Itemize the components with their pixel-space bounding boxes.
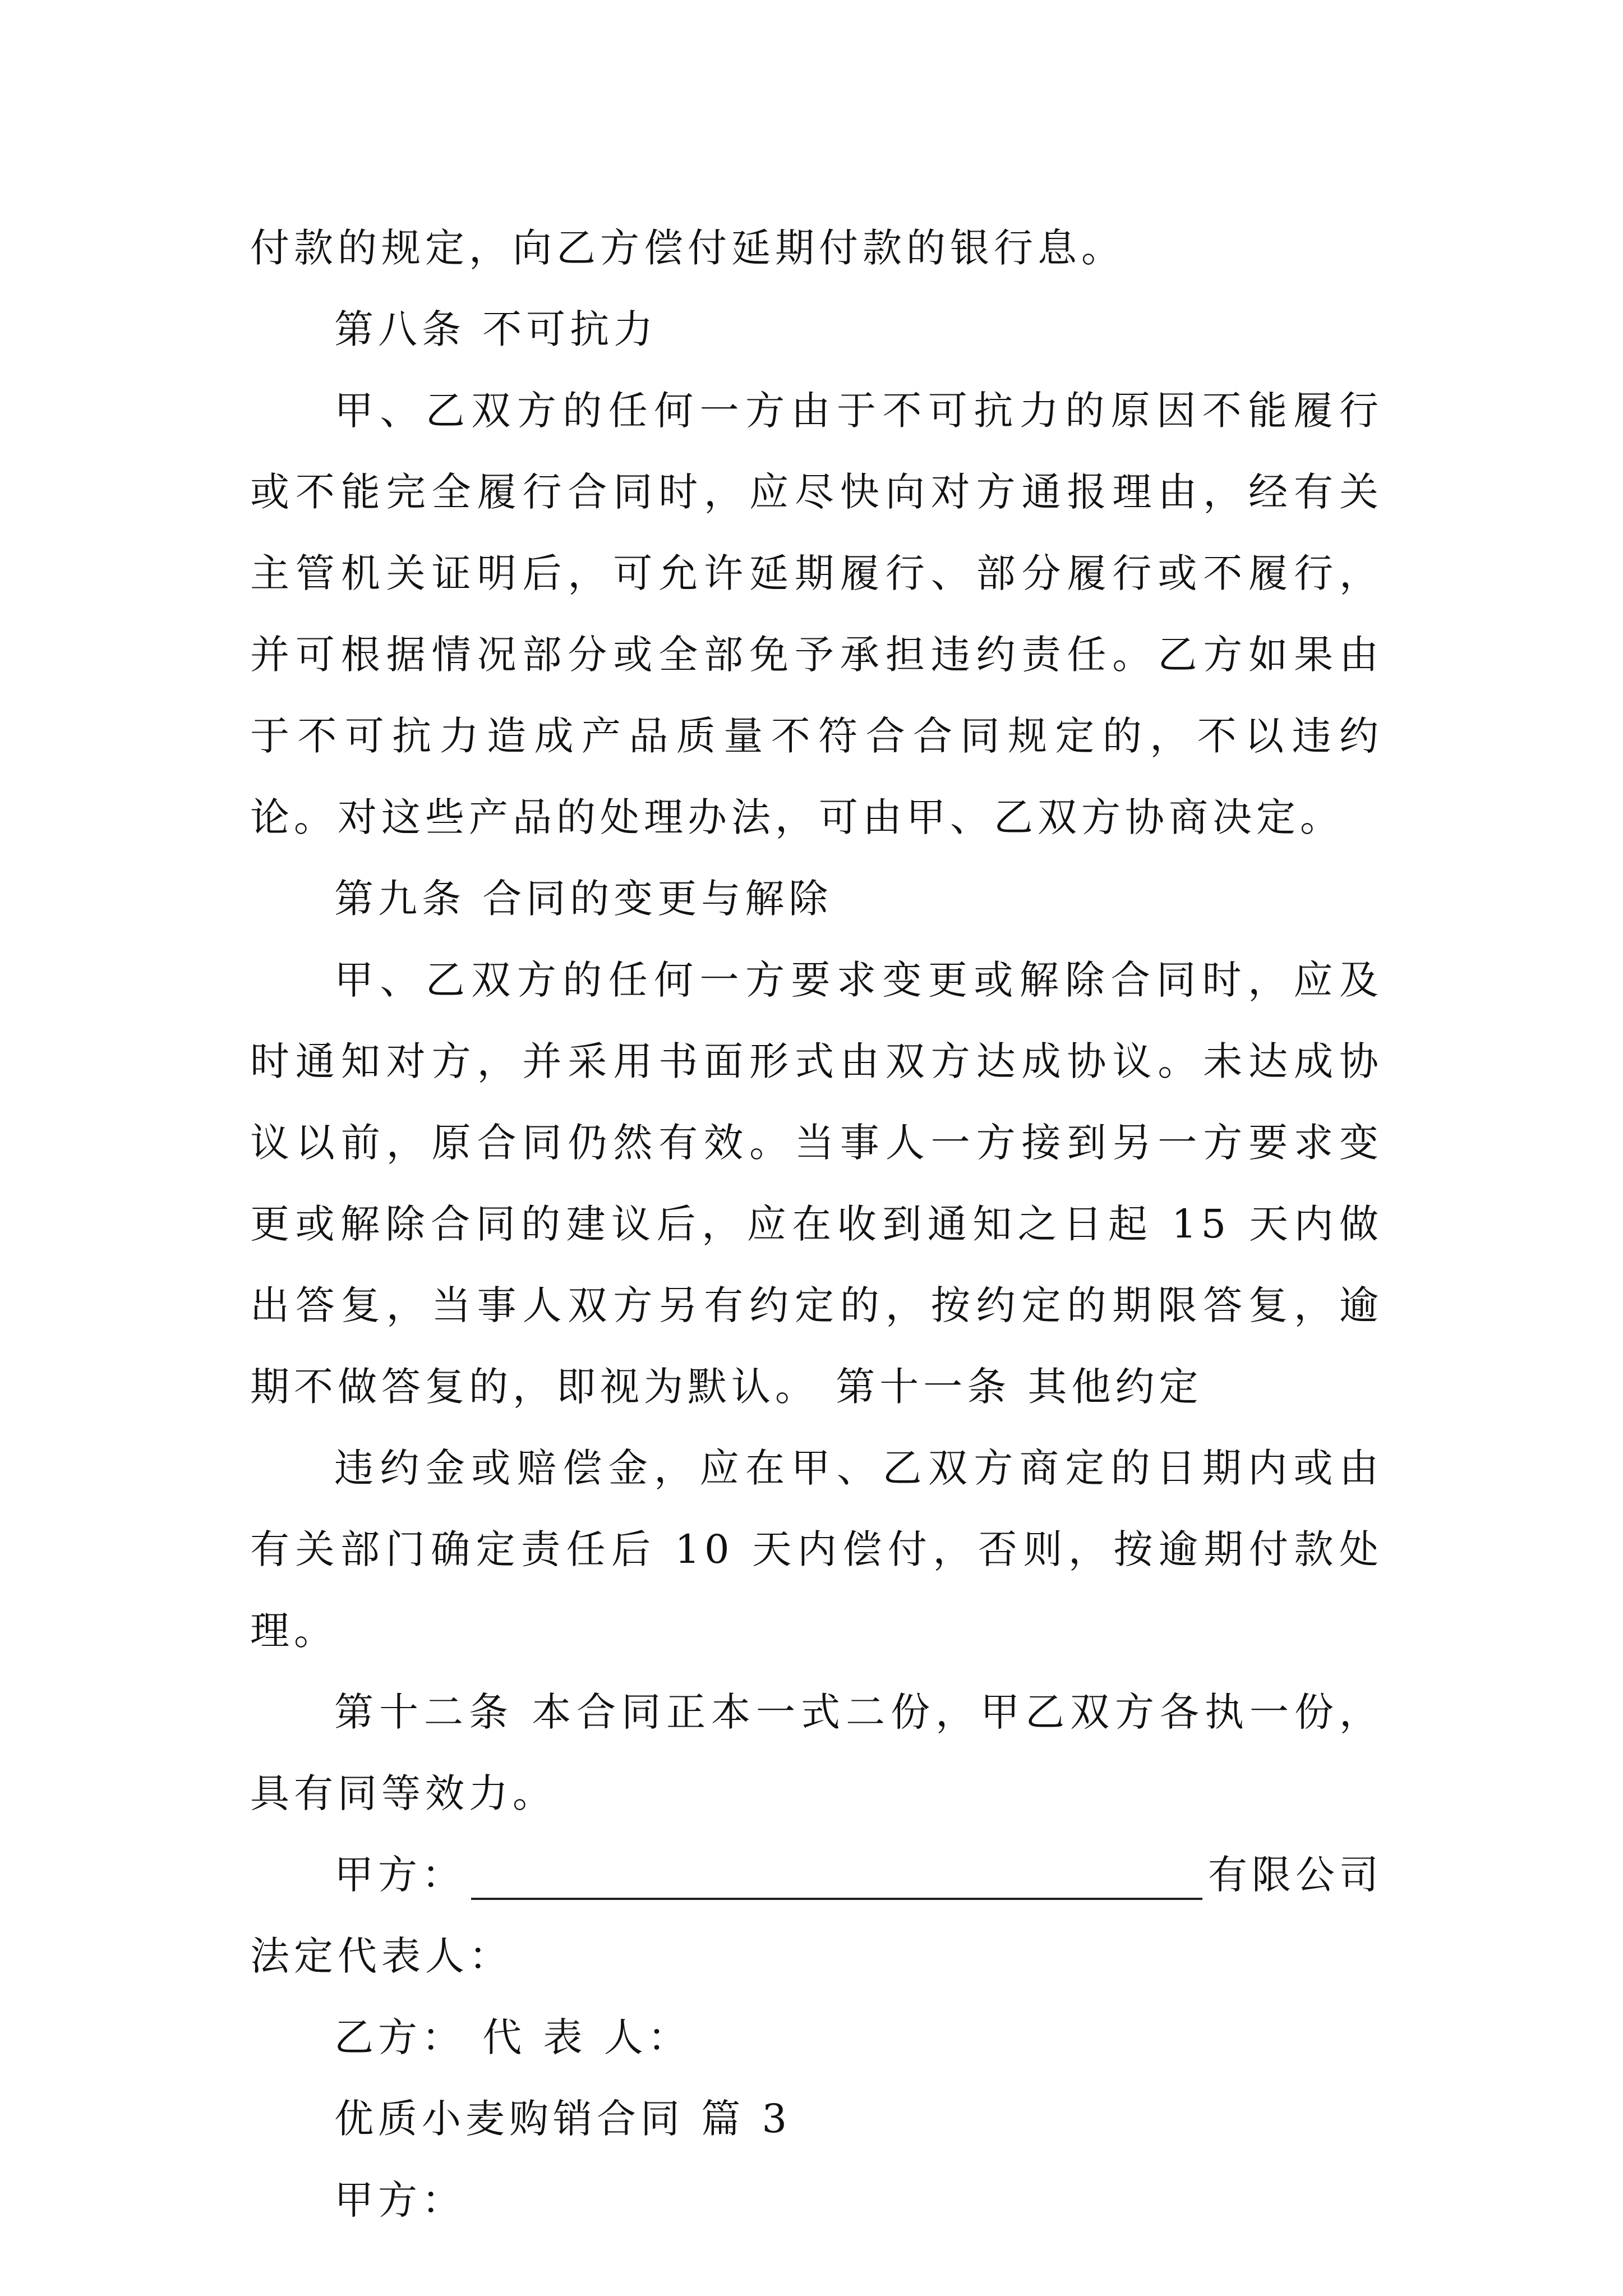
party-a-label: 甲方： bbox=[334, 1852, 465, 1898]
party-a-signature-line bbox=[471, 1842, 1202, 1900]
document-body bbox=[250, 208, 1383, 2241]
legal-representative-label: 法定代表人： bbox=[250, 1933, 513, 1979]
paragraph-penalty: 违约金或赔偿金，应在甲、乙双方商定的日期内或由有关部门确定责任后 10 天内偿付，否则，按逾期付款处理。 bbox=[250, 1445, 1383, 1654]
section-title: 优质小麦购销合同 篇 3 bbox=[334, 2096, 792, 2142]
article-12-paragraph: 第十二条 本合同正本一式二份，甲乙双方各执一份，具有同等效力。 bbox=[250, 1689, 1383, 1816]
party-a-signature-row bbox=[250, 1834, 1383, 1916]
final-party-a-label: 甲方： bbox=[334, 2177, 465, 2223]
paragraph-contract-change: 甲、乙双方的任何一方要求变更或解除合同时，应及时通知对方，并采用书面形式由双方达成协议。未达成协议以前，原合同仍然有效。当事人一方接到另一方要求变更或解除合同的建议后，应在收到通知之日起 15 天内做出答复，当事人双方另有约定的，按约定的期限答复，逾期不做答复的，即视为默认。 第十一条 其他约定 bbox=[250, 957, 1383, 1410]
party-b-representative-line: 乙方： 代 表 人： bbox=[334, 2014, 691, 2060]
article-8-heading: 第八条 不可抗力 bbox=[334, 306, 658, 352]
paragraph-force-majeure: 甲、乙双方的任何一方由于不可抗力的原因不能履行或不能完全履行合同时，应尽快向对方通报理由，经有关主管机关证明后，可允许延期履行、部分履行或不履行，并可根据情况部分或全部免予承担违约责任。乙方如果由于不可抗力造成产品质量不符合合同规定的，不以违约论。对这些产品的处理办法，可由甲、乙双方协商决定。 bbox=[250, 388, 1383, 840]
party-a-company-suffix: 有限公司 bbox=[1208, 1852, 1383, 1898]
article-9-heading: 第九条 合同的变更与解除 bbox=[334, 876, 833, 922]
paragraph-payment-clause: 付款的规定，向乙方偿付延期付款的银行息。 bbox=[250, 225, 1125, 271]
